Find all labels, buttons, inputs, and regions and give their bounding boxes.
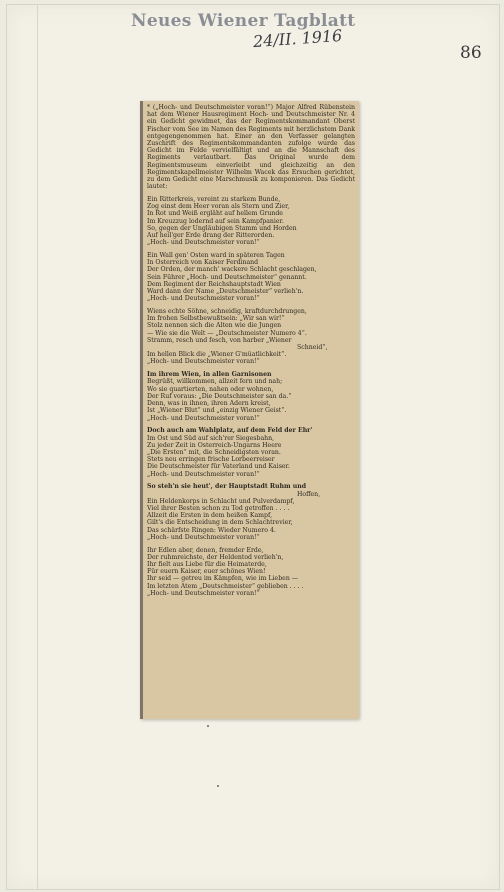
ink-dot	[207, 725, 209, 727]
poem-line: Schneid“,	[297, 344, 328, 352]
page-number: 86	[460, 43, 482, 63]
archive-sheet	[6, 4, 500, 890]
poem-line: Stets neu erringen frische Lorbeerreiser	[147, 456, 275, 464]
newspaper-stamp: Neues Wiener Tagblatt	[131, 11, 356, 31]
poem-stanza	[147, 547, 355, 597]
poem-line: Der Ruf voraus: „Die Deutschmeister san da.“	[147, 392, 292, 400]
clipping-text	[147, 104, 355, 597]
poem-line: Im ihrem Wien, in allen Garnisonen	[147, 371, 272, 379]
poem-line: Die Deutschmeister für Vaterland und Kaiser.	[147, 463, 290, 471]
poem	[147, 196, 355, 597]
poem-line: Ward dann der Name „Deutschmeister“ verlieh'n.	[147, 288, 304, 296]
poem-line: Doch auch am Wahlplatz, auf dem Feld der Ehr'	[147, 427, 313, 435]
poem-line: Im Ost und Süd auf sich'rer Siegesbahn,	[147, 434, 275, 442]
poem-line: „Hoch- und Deutschmeister voran!“	[147, 358, 260, 366]
poem-line: „Hoch- und Deutschmeister voran!“	[147, 295, 260, 303]
poem-line: „Hoch- und Deutschmeister voran!“	[147, 414, 260, 422]
intro-paragraph: * („Hoch- und Deutschmeister voran!“) Major Alfred Rübenstein hat dem Wiener Hausregiment Hoch- und Deutschmeister Nr. 4 ein Gedicht gewidmet, das der Regimentskommandant Oberst Fischer vom See im Namen des Regiments mit herzlichstem Dank entgegengenommen hat. Einer an den Verfasser gelangten Zuschrift des Regimentskommandanten zufolge wurde das Gedicht im Felde vervielfältigt und an die Mannschaft des Regiments verlautbart. Das Original wurde dem Regimentsmuseum einverleibt und gleichzeitig an den Regimentskapellmeister Wilhelm Wacek das Ersuchen gerichtet, zu dem Gedicht eine Marschmusik zu komponieren. Das Gedicht lautet:	[147, 104, 355, 191]
poem-line: Stramm, resch und fesch, von harber „Wiener	[147, 336, 292, 344]
poem-line: Im frohen Selbstbewußtsein: „Wir san wir!“	[147, 315, 285, 323]
margin-line	[37, 5, 38, 889]
poem-line: „Hoch- und Deutschmeister voran!“	[147, 239, 260, 247]
poem-line: In Rot und Weiß ergläht auf hellem Grunde	[147, 210, 283, 218]
poem-line: Hoffen,	[297, 490, 321, 498]
poem-line: Ihr fielt aus Liebe für die Heimaterde,	[147, 560, 267, 568]
poem-stanza	[147, 427, 355, 477]
handwritten-date: 24/II. 1916	[252, 25, 343, 52]
poem-line: Ihr Edlen aber, denen, fremder Erde,	[147, 546, 264, 554]
poem-stanza	[147, 308, 355, 366]
poem-line: Zu jeder Zeit in Österreich-Ungarns Heere	[147, 441, 282, 449]
article-intro	[147, 104, 355, 190]
poem-line: Ist „Wiener Blut“ und „einzig Wiener Geist“.	[147, 407, 287, 415]
poem-line: Allzeit die Ersten in dem heißen Kampf,	[147, 512, 273, 520]
poem-line: Dem Regiment der Reichshauptstadt Wien	[147, 280, 281, 288]
poem-line: „Die Ersten“ mit, die Schneidigsten voran.	[147, 448, 281, 456]
poem-line: Stolz nennen sich die Alten wie die Jungen	[147, 322, 282, 330]
poem-stanza	[147, 483, 355, 541]
poem-line: Der ruhmreichste, der Heldentod verlieh'n,	[147, 553, 284, 561]
poem-line: Wiens echte Söhne, schneidig, kraftdurchdrungen,	[147, 308, 307, 316]
poem-line: Denn, was in ihnen, ihren Adern kreist,	[147, 400, 271, 408]
poem-line: Im hellen Blick die „Wiener G'müatlichkeit“.	[147, 351, 287, 359]
poem-line: Wo sie quartierten, nahen oder wohnen,	[147, 385, 274, 393]
poem-stanza	[147, 371, 355, 421]
poem-line: Ein Ritterkreis, vereint zu starkem Bunde,	[147, 196, 281, 204]
poem-line: Für euern Kaiser, euer schönes Wien!	[147, 568, 266, 576]
poem-line: Sein Führer „Hoch- und Deutschmeister“ genannt.	[147, 273, 307, 281]
poem-line: Gilt's die Entscheidung in dem Schlachtrevier,	[147, 519, 293, 527]
poem-line: Zog einst dem Heer voran als Stern und Zier,	[147, 203, 290, 211]
poem-line: Im Kreuzzug lodernd auf sein Kampfpanier.	[147, 217, 284, 225]
poem-line: „Hoch- und Deutschmeister voran!“	[147, 470, 260, 478]
newspaper-clipping	[140, 101, 359, 719]
poem-line: Viel ihrer Besten schon zu Tod getroffen . . . .	[147, 504, 290, 512]
poem-line: „Hoch- und Deutschmeister voran!“	[147, 589, 260, 597]
poem-line: Ein Wall gen' Osten ward in späteren Tagen	[147, 252, 285, 260]
poem-line: So steh'n sie heut', der Hauptstadt Ruhm und	[147, 483, 307, 491]
poem-line: Auf heil'ger Erde drang der Ritterorden.	[147, 232, 275, 240]
poem-line: Im letzten Atem „Deutschmeister“ geblieben . . . .	[147, 582, 304, 590]
poem-line: Ihr seid — getreu im Kämpfen, wie im Lieben —	[147, 575, 298, 583]
poem-line: So, gegen der Ungläubigen Stamm und Horden	[147, 224, 297, 232]
poem-line: Begrüßt, willkommen, allzeit fern und nah;	[147, 378, 283, 386]
poem-line: In Österreich von Kaiser Ferdinand	[147, 259, 259, 267]
poem-stanza	[147, 252, 355, 302]
poem-line: Der Orden, der manch' wackere Schlacht geschlagen,	[147, 266, 317, 274]
poem-line: Das schärfste Ringen: Wieder Numero 4.	[147, 526, 276, 534]
poem-line: — Wie sie die Welt — „Deutschmeister Numero 4“.	[147, 329, 307, 337]
poem-line: Ein Heldenkorps in Schlacht und Pulverdampf,	[147, 497, 295, 505]
poem-stanza	[147, 196, 355, 246]
ink-dot	[217, 785, 219, 787]
poem-line: „Hoch- und Deutschmeister voran!“	[147, 533, 260, 541]
